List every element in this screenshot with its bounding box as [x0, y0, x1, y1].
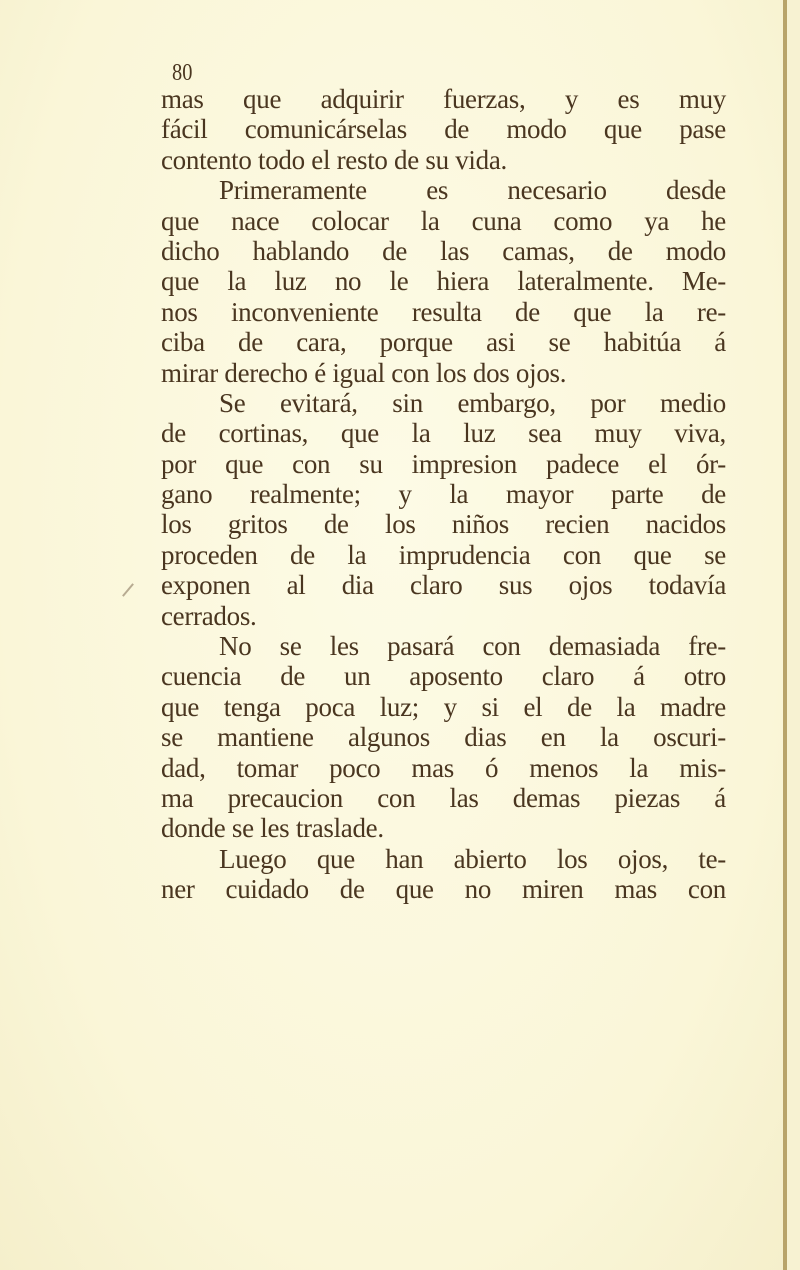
text-line: donde se les traslade.	[161, 813, 384, 844]
text-line: cuencia de un aposento claro á otro	[161, 661, 726, 692]
text-line: contento todo el resto de su vida.	[161, 144, 507, 175]
page-number: 80	[172, 60, 193, 86]
text-line: fácil comunicárselas de modo que pase	[161, 114, 726, 145]
text-line: dad, tomar poco mas ó menos la mis-	[161, 752, 726, 783]
text-line: que la luz no le hiera lateralmente. Me-	[161, 266, 726, 297]
body-text	[161, 84, 726, 905]
text-line: ciba de cara, porque asi se habitúa á	[161, 327, 726, 358]
text-line: dicho hablando de las camas, de modo	[161, 235, 726, 266]
text-line: proceden de la imprudencia con que se	[161, 539, 726, 570]
text-line: Primeramente es necesario desde	[219, 175, 726, 206]
text-line: ner cuidado de que no miren mas con	[161, 874, 726, 905]
text-line: que tenga poca luz; y si el de la madre	[161, 691, 726, 722]
text-line: los gritos de los niños recien nacidos	[161, 509, 726, 540]
text-line: se mantiene algunos dias en la oscuri-	[161, 722, 726, 753]
text-line: mas que adquirir fuerzas, y es muy	[161, 84, 726, 114]
text-line: gano realmente; y la mayor parte de	[161, 479, 726, 510]
text-line: mirar derecho é igual con los dos ojos.	[161, 357, 567, 388]
text-line: Se evitará, sin embargo, por medio	[219, 387, 726, 418]
text-line: que nace colocar la cuna como ya he	[161, 205, 726, 236]
text-line: de cortinas, que la luz sea muy viva,	[161, 418, 726, 449]
adjacent-page-margin	[787, 0, 800, 1270]
text-line: cerrados.	[161, 600, 257, 631]
text-line: nos inconveniente resulta de que la re-	[161, 296, 726, 327]
pencil-mark	[122, 583, 134, 597]
text-line: No se les pasará con demasiada fre-	[219, 631, 726, 662]
text-line: Luego que han abierto los ojos, te-	[219, 843, 726, 874]
text-line: ma precaucion con las demas piezas á	[161, 782, 726, 813]
text-line: por que con su impresion padece el ór-	[161, 448, 726, 479]
text-line: exponen al dia claro sus ojos todavía	[161, 570, 726, 601]
